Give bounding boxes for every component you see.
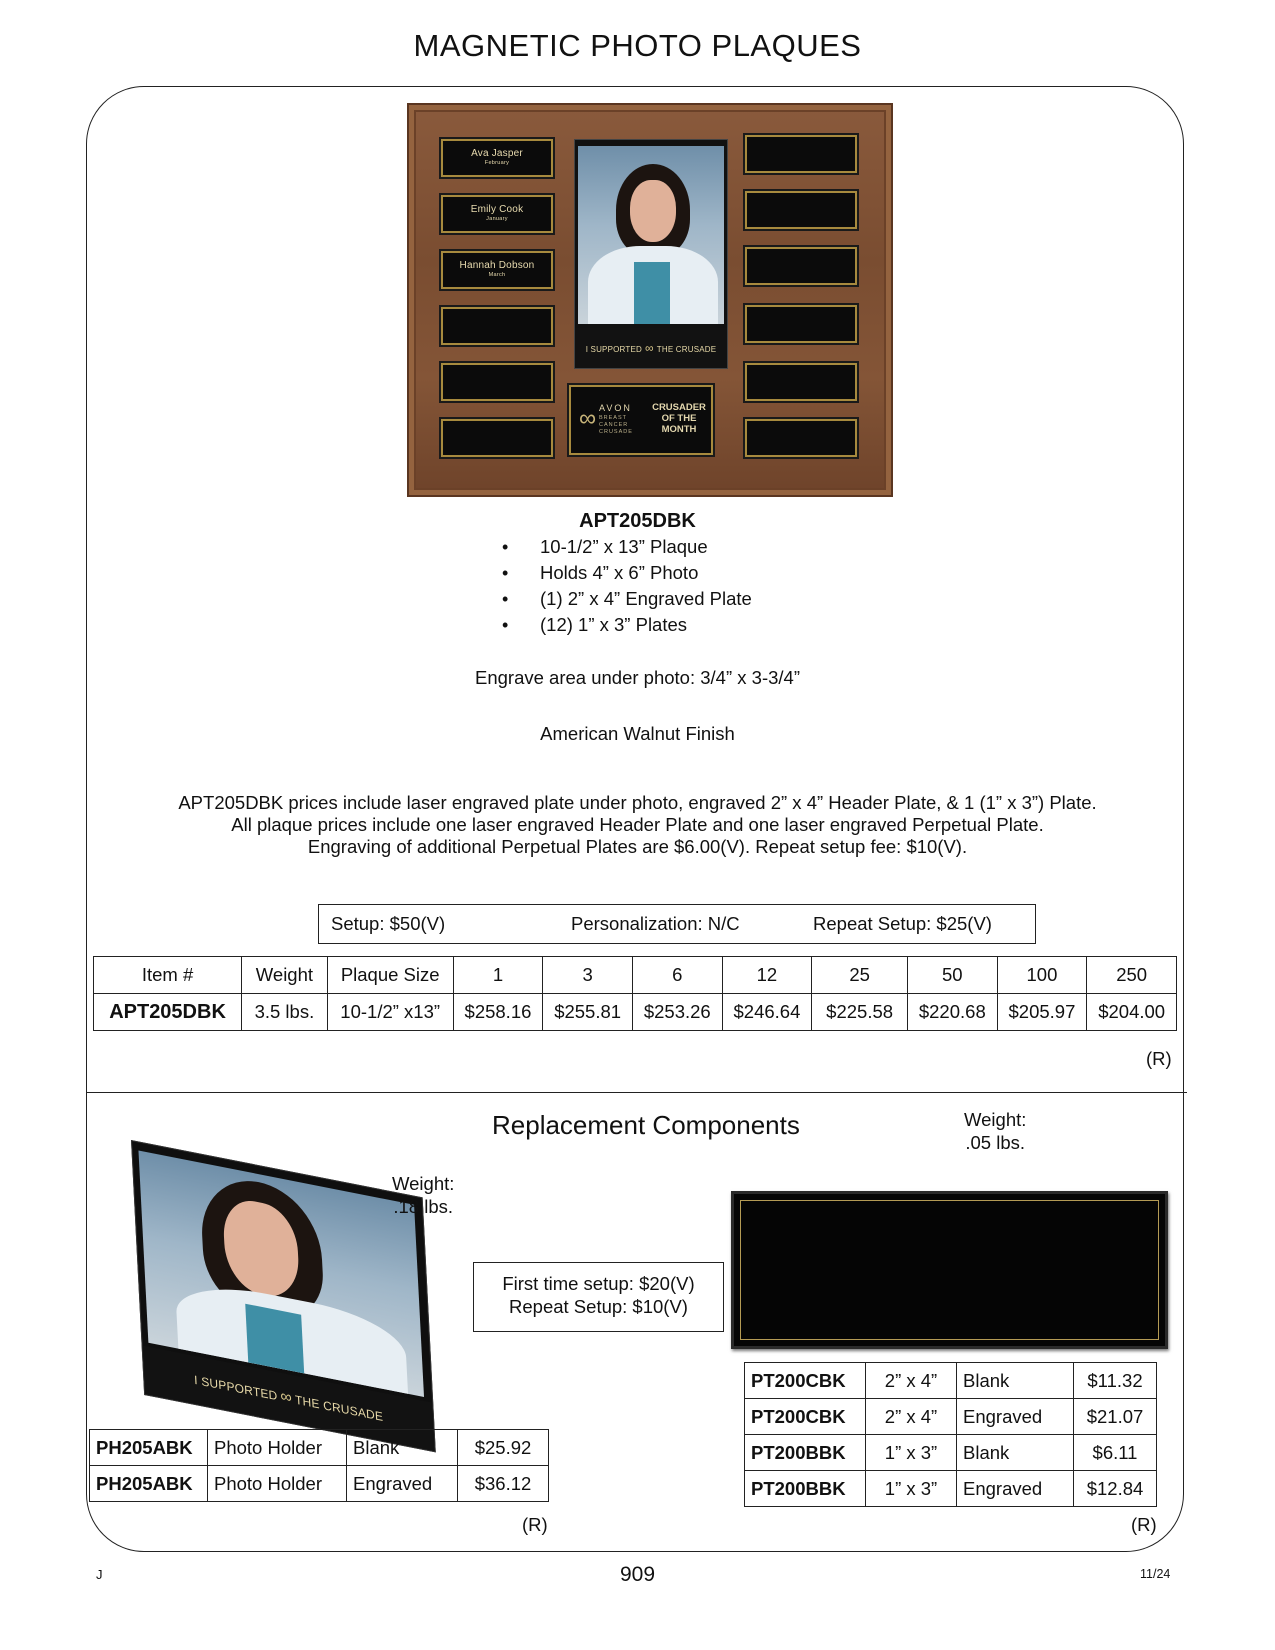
table-header: 1	[453, 957, 543, 994]
ribbon-icon: ∞	[579, 405, 597, 432]
table-cell: PT200CBK	[745, 1399, 866, 1435]
brand-name: AVON	[599, 403, 632, 413]
section-title: Replacement Components	[492, 1110, 800, 1140]
first-setup-fee: First time setup: $20(V)	[502, 1273, 695, 1294]
photo	[578, 146, 724, 324]
brand-sub-line: CRUSADE	[599, 429, 633, 435]
feature-item: • 10-1/2” x 13” Plaque	[500, 534, 752, 560]
table-cell: Engraved	[347, 1466, 458, 1502]
feature-item: • (12) 1” x 3” Plates	[500, 612, 752, 638]
table-cell: $11.32	[1074, 1363, 1157, 1399]
pricing-note-line: Engraving of additional Perpetual Plates are $6.00(V). Repeat setup fee: $10(V).	[307, 836, 968, 857]
table-cell: Blank	[957, 1363, 1074, 1399]
table-cell: 1” x 3”	[866, 1435, 957, 1471]
feature-item: • Holds 4” x 6” Photo	[500, 560, 752, 586]
table-cell: 2” x 4”	[866, 1363, 957, 1399]
table-cell: 2” x 4”	[866, 1399, 957, 1435]
table-cell: $204.00	[1087, 994, 1177, 1031]
engrave-area-note: Engrave area under photo: 3/4” x 3-3/4”	[475, 667, 800, 688]
header-plate	[569, 385, 713, 455]
blank-plate-image	[731, 1191, 1168, 1349]
table-row	[94, 994, 1177, 1031]
plate-left-1	[441, 139, 553, 177]
table-cell: 3.5 lbs.	[242, 994, 328, 1031]
table-header: 12	[722, 957, 812, 994]
table-header: 6	[632, 957, 722, 994]
weight-label: Weight:	[964, 1109, 1027, 1130]
plate-right-3	[745, 247, 857, 285]
weight-value: .18 lbs.	[393, 1196, 454, 1217]
table-cell: 1” x 3”	[866, 1471, 957, 1507]
table-header: 100	[997, 957, 1087, 994]
finish-note: American Walnut Finish	[540, 723, 735, 744]
plate-right-1	[745, 135, 857, 173]
weight-value: .05 lbs.	[965, 1132, 1026, 1153]
plate-month: January	[486, 216, 508, 222]
table-row	[90, 1466, 549, 1502]
plate-right-5	[745, 363, 857, 401]
table-header: 50	[907, 957, 997, 994]
award-line: CRUSADER	[652, 402, 706, 413]
table-cell: $220.68	[907, 994, 997, 1031]
plate-right-2	[745, 191, 857, 229]
table-row	[745, 1399, 1157, 1435]
table-cell: 10-1/2” x13”	[327, 994, 453, 1031]
table-cell: $12.84	[1074, 1471, 1157, 1507]
table-header-row	[94, 957, 1177, 994]
pricing-notes	[0, 792, 1275, 858]
table-cell: $21.07	[1074, 1399, 1157, 1435]
ribbon-icon: ∞	[644, 341, 654, 355]
plate-left-6	[441, 419, 553, 457]
plate-trim	[740, 1200, 1159, 1340]
table-header: Item #	[94, 957, 242, 994]
table-header: Plaque Size	[327, 957, 453, 994]
table-cell: Photo Holder	[208, 1466, 347, 1502]
plate-month: March	[488, 272, 506, 278]
table-cell: $25.92	[458, 1430, 549, 1466]
repeat-setup-fee: Repeat Setup: $10(V)	[509, 1296, 688, 1317]
table-cell: Blank	[347, 1430, 458, 1466]
plate-right-6	[745, 419, 857, 457]
table-cell: Blank	[957, 1435, 1074, 1471]
plate-month: February	[484, 160, 510, 166]
product-code: APT205DBK	[579, 510, 696, 532]
table-cell: Photo Holder	[208, 1430, 347, 1466]
table-row	[745, 1471, 1157, 1507]
plate-name: Ava Jasper	[471, 148, 523, 159]
plate-left-4	[441, 307, 553, 345]
holder-price-table	[89, 1429, 549, 1502]
table-header: 25	[812, 957, 908, 994]
weight-label: Weight:	[392, 1173, 455, 1194]
table-header: 250	[1087, 957, 1177, 994]
table-header: 3	[543, 957, 633, 994]
page-number: 909	[619, 1563, 656, 1586]
personalization-fee: Personalization: N/C	[571, 913, 740, 934]
table-cell: PT200CBK	[745, 1363, 866, 1399]
page-title: MAGNETIC PHOTO PLAQUES	[413, 28, 862, 63]
award-line: OF THE	[661, 413, 697, 424]
photo-holder	[574, 139, 728, 369]
pricing-note-line: All plaque prices include one laser engraved Header Plate and one laser engraved Perpetual Plate.	[231, 814, 1044, 835]
brand-sub-line: CANCER	[599, 422, 629, 428]
price-table	[93, 956, 1177, 1031]
plate-name: Hannah Dobson	[459, 260, 535, 271]
feature-item: • (1) 2” x 4” Engraved Plate	[500, 586, 752, 612]
footer-date: 11/24	[1140, 1567, 1171, 1581]
registered-mark: (R)	[1131, 1514, 1157, 1535]
section-divider	[87, 1092, 1187, 1093]
setup-fees-box	[318, 904, 1036, 944]
table-cell: $225.58	[812, 994, 908, 1031]
table-row	[745, 1363, 1157, 1399]
plate-price-table	[744, 1362, 1157, 1507]
plate-weight	[964, 1108, 1026, 1154]
table-cell: APT205DBK	[94, 994, 242, 1031]
brand-subtitle	[599, 415, 633, 436]
pricing-note-line: APT205DBK prices include laser engraved plate under photo, engraved 2” x 4” Header Plate, & 1 (1” x 3”) Plate.	[178, 792, 1097, 813]
setup-fee: Setup: $50(V)	[331, 913, 446, 934]
table-cell: $258.16	[453, 994, 543, 1031]
table-row	[745, 1435, 1157, 1471]
brand-sub-line: BREAST	[599, 415, 628, 421]
table-cell: Engraved	[957, 1471, 1074, 1507]
caption-left: I SUPPORTED	[193, 1372, 278, 1404]
registered-mark: (R)	[522, 1514, 548, 1535]
plate-left-3	[441, 251, 553, 289]
table-cell: $205.97	[997, 994, 1087, 1031]
award-text	[649, 402, 709, 435]
table-cell: PT200BBK	[745, 1471, 866, 1507]
table-cell: Engraved	[957, 1399, 1074, 1435]
caption-left: I SUPPORTED	[585, 345, 642, 354]
award-line: MONTH	[661, 424, 697, 435]
replacement-setup-box	[473, 1262, 724, 1332]
caption-right: THE CRUSADE	[656, 345, 717, 354]
table-cell: $6.11	[1074, 1435, 1157, 1471]
plate-name: Emily Cook	[470, 204, 524, 215]
table-cell: PH205ABK	[90, 1466, 208, 1502]
repeat-setup-fee: Repeat Setup: $25(V)	[813, 913, 992, 934]
plaque-image	[407, 103, 893, 497]
table-cell: $255.81	[543, 994, 633, 1031]
registered-mark: (R)	[1146, 1048, 1172, 1069]
photo-holder-frame	[131, 1140, 436, 1452]
plate-right-4	[745, 305, 857, 343]
ribbon-icon: ∞	[279, 1387, 293, 1408]
table-header: Weight	[242, 957, 328, 994]
plate-left-5	[441, 363, 553, 401]
table-cell: $246.64	[722, 994, 812, 1031]
feature-list	[500, 534, 752, 638]
plate-left-2	[441, 195, 553, 233]
caption-right: THE CRUSADE	[294, 1392, 384, 1425]
footer-left: J	[96, 1567, 103, 1582]
table-cell: PH205ABK	[90, 1430, 208, 1466]
table-cell: $253.26	[632, 994, 722, 1031]
holder-weight	[392, 1172, 454, 1218]
table-cell: $36.12	[458, 1466, 549, 1502]
table-cell: PT200BBK	[745, 1435, 866, 1471]
photo-holder-image	[111, 1128, 451, 1425]
table-row	[90, 1430, 549, 1466]
photo-caption	[575, 328, 727, 368]
